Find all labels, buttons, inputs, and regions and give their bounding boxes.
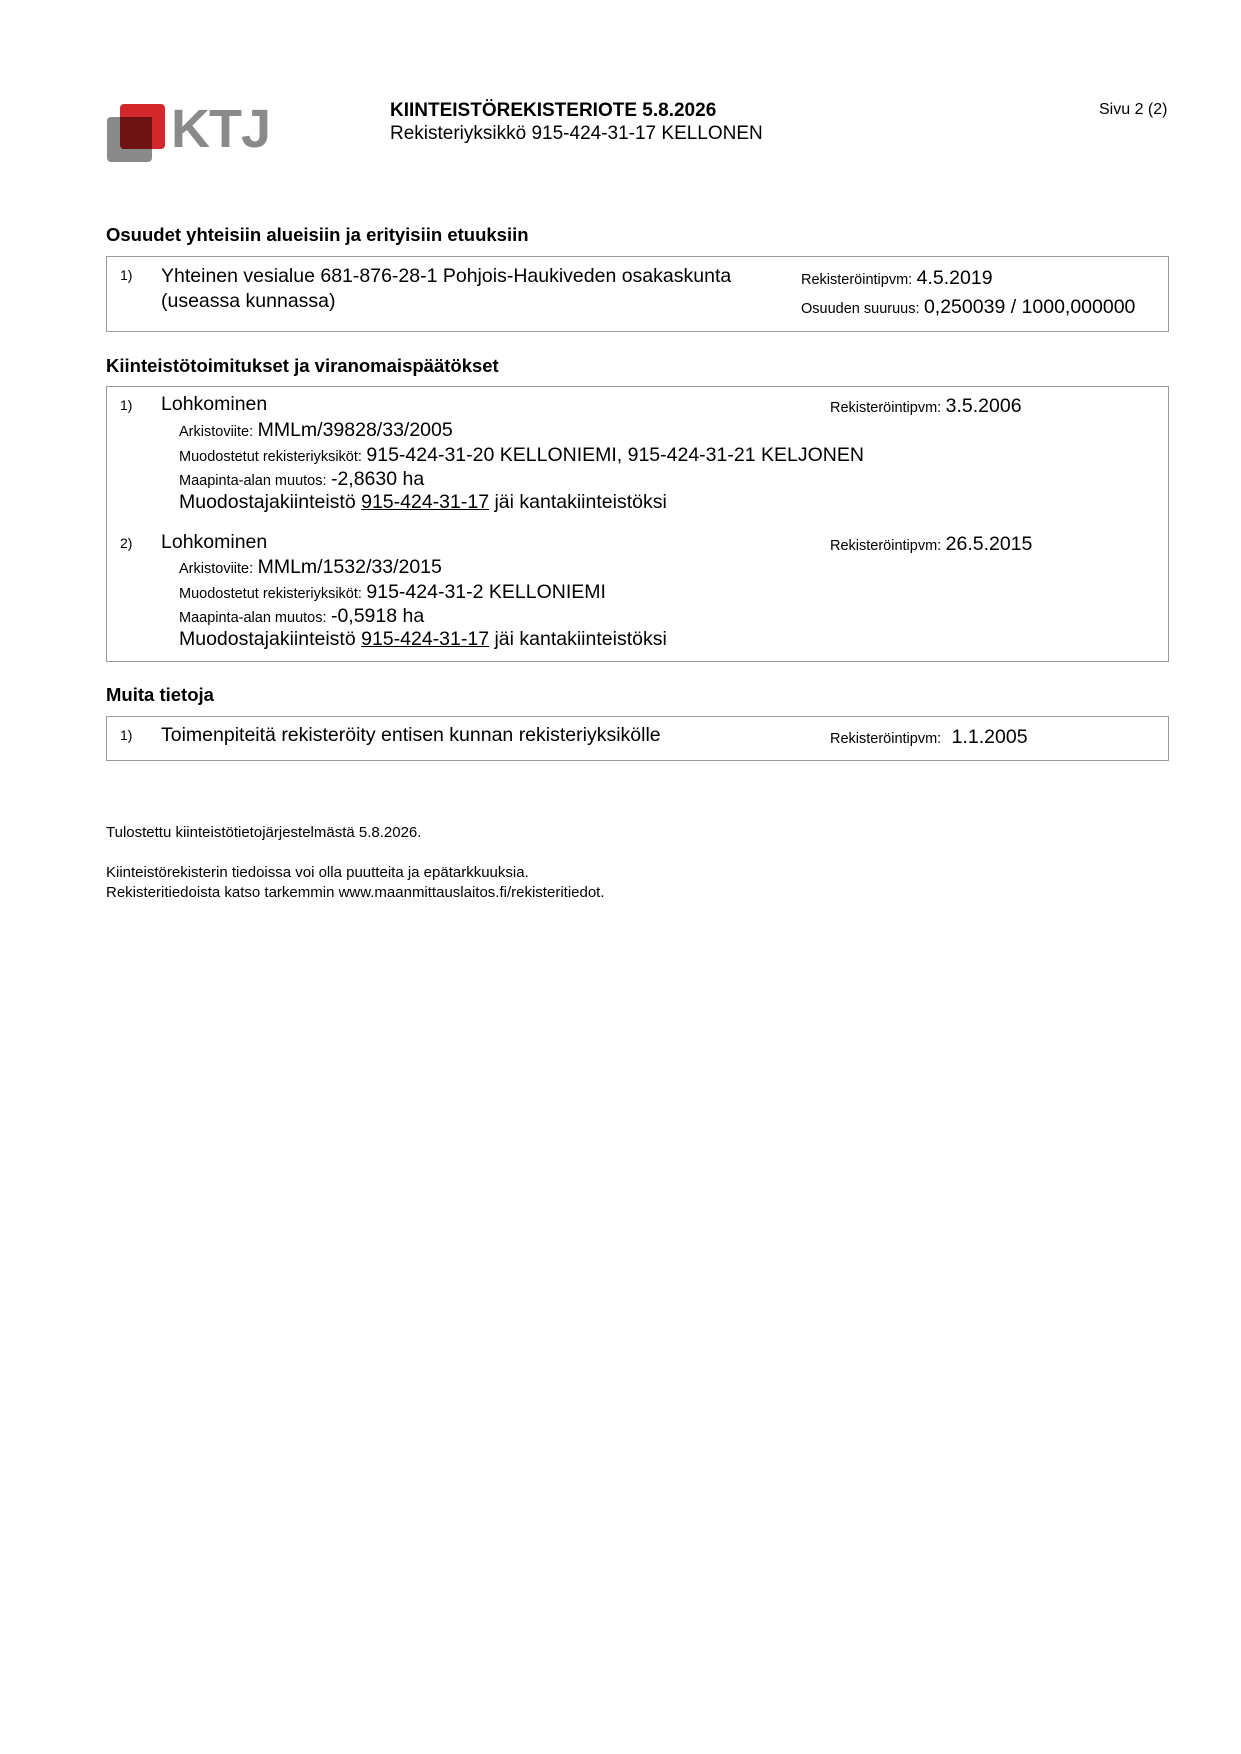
formed-units bbox=[179, 444, 864, 467]
item-number: 1) bbox=[120, 397, 133, 413]
parent-property-note bbox=[179, 628, 667, 651]
item-number: 1) bbox=[120, 727, 133, 743]
share-size-label: Osuuden suuruus: bbox=[801, 301, 920, 317]
area-change-label: Maapinta-alan muutos: bbox=[179, 473, 327, 489]
disclaimer-line1: Kiinteistörekisterin tiedoissa voi olla puutteita ja epätarkkuuksia. bbox=[106, 864, 529, 881]
shares-box bbox=[106, 256, 1169, 332]
registration-label: Rekisteröintipvm: bbox=[801, 272, 913, 288]
proceeding-name: Lohkominen bbox=[161, 531, 268, 553]
parent-suffix: jäi kantakiinteistöksi bbox=[494, 628, 667, 650]
logo-square-overlap bbox=[120, 117, 152, 149]
ktj-logo bbox=[105, 99, 271, 164]
item-number: 1) bbox=[120, 267, 133, 283]
registration-date: 1.1.2005 bbox=[951, 726, 1028, 748]
archive-label: Arkistoviite: bbox=[179, 424, 254, 440]
registration-date: 26.5.2015 bbox=[945, 533, 1033, 555]
area-change bbox=[179, 468, 424, 491]
printed-note: Tulostettu kiinteistötietojärjestelmästä 5.8.2026. bbox=[106, 824, 422, 841]
share-description-line1: Yhteinen vesialue 681-876-28-1 Pohjois-Haukiveden osakaskunta bbox=[161, 265, 732, 287]
archive-value: MMLm/39828/33/2005 bbox=[257, 419, 453, 441]
document-title: KIINTEISTÖREKISTERIOTE 5.8.2026 bbox=[390, 100, 717, 121]
disclaimer-line2: Rekisteritiedoista katso tarkemmin www.maanmittauslaitos.fi/rekisteritiedot. bbox=[106, 884, 605, 901]
registration-label: Rekisteröintipvm: bbox=[830, 731, 942, 747]
registration-date: 4.5.2019 bbox=[916, 267, 993, 289]
share-registration bbox=[801, 267, 993, 290]
logo-text: KTJ bbox=[171, 99, 271, 159]
share-size-value: 0,250039 / 1000,000000 bbox=[923, 296, 1136, 318]
registration-label: Rekisteröintipvm: bbox=[830, 400, 942, 416]
other-registration bbox=[830, 726, 1028, 749]
other-description: Toimenpiteitä rekisteröity entisen kunnan rekisteriyksikölle bbox=[161, 724, 661, 746]
document-subtitle: Rekisteriyksikkö 915-424-31-17 KELLONEN bbox=[390, 123, 763, 144]
registration-label: Rekisteröintipvm: bbox=[830, 538, 942, 554]
proceedings-box bbox=[106, 386, 1169, 662]
section-title-other: Muita tietoja bbox=[106, 684, 214, 705]
proceeding-registration bbox=[830, 395, 1022, 418]
parent-property-link[interactable]: 915-424-31-17 bbox=[361, 491, 490, 513]
parent-prefix: Muodostajakiinteistö bbox=[179, 491, 356, 513]
parent-property-link[interactable]: 915-424-31-17 bbox=[361, 628, 490, 650]
formed-units-label: Muodostetut rekisteriyksiköt: bbox=[179, 449, 362, 465]
page-number: Sivu 2 (2) bbox=[1099, 101, 1168, 118]
archive-reference bbox=[179, 556, 442, 579]
parent-prefix: Muodostajakiinteistö bbox=[179, 628, 356, 650]
archive-label: Arkistoviite: bbox=[179, 561, 254, 577]
other-box bbox=[106, 716, 1169, 761]
area-change-value: -0,5918 ha bbox=[330, 605, 425, 627]
item-number: 2) bbox=[120, 535, 133, 551]
share-description-line2: (useassa kunnassa) bbox=[161, 290, 336, 312]
registration-date: 3.5.2006 bbox=[945, 395, 1022, 417]
archive-reference bbox=[179, 419, 453, 442]
archive-value: MMLm/1532/33/2015 bbox=[257, 556, 442, 578]
area-change-value: -2,8630 ha bbox=[330, 468, 425, 490]
formed-units-value: 915-424-31-20 KELLONIEMI, 915-424-31-21 KELJONEN bbox=[366, 444, 864, 466]
share-size bbox=[801, 296, 1135, 319]
area-change-label: Maapinta-alan muutos: bbox=[179, 610, 327, 626]
formed-units bbox=[179, 581, 606, 604]
proceeding-registration bbox=[830, 533, 1032, 556]
proceeding-name: Lohkominen bbox=[161, 393, 268, 415]
formed-units-value: 915-424-31-2 KELLONIEMI bbox=[366, 581, 606, 603]
formed-units-label: Muodostetut rekisteriyksiköt: bbox=[179, 586, 362, 602]
section-title-proceedings: Kiinteistötoimitukset ja viranomaispäätökset bbox=[106, 355, 499, 376]
parent-property-note bbox=[179, 491, 667, 514]
section-title-shares: Osuudet yhteisiin alueisiin ja erityisiin etuuksiin bbox=[106, 224, 529, 245]
parent-suffix: jäi kantakiinteistöksi bbox=[494, 491, 667, 513]
area-change bbox=[179, 605, 424, 628]
